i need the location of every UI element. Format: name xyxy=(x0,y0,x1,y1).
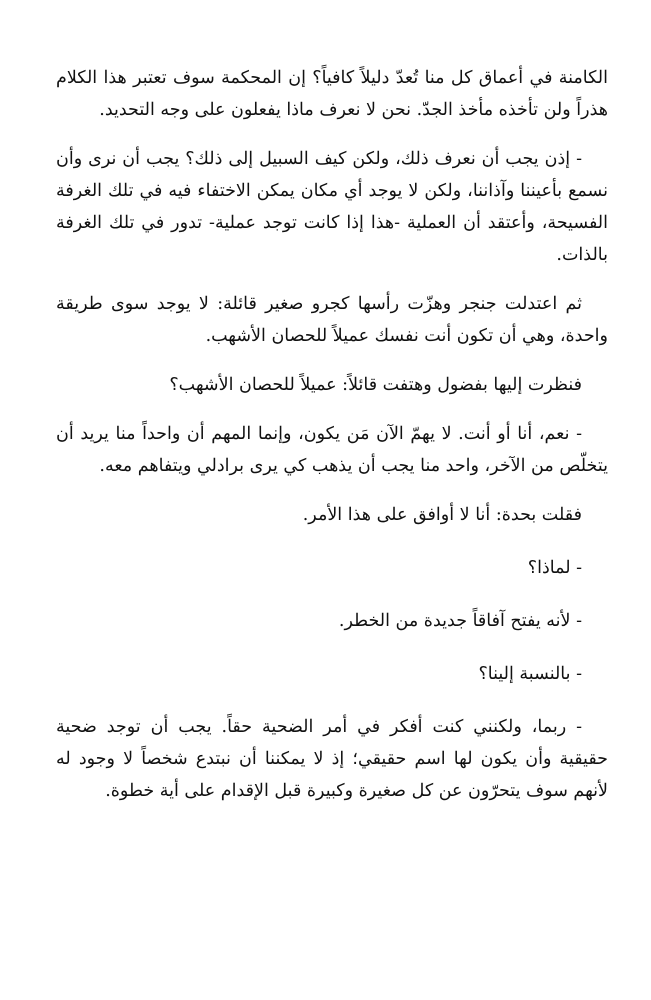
paragraph-10: - ربما، ولكنني كنت أفكر في أمر الضحية حقاً. يجب أن توجد ضحية حقيقية وأن يكون لها اسم حقيقي؛ إذ لا يمكننا أن نبتدع شخصاً لا وجود له لأنهم سوف يتحرّون عن كل صغيرة وكبيرة قبل الإقدام على أية خطوة. xyxy=(56,717,608,801)
paragraph-2: - إذن يجب أن نعرف ذلك، ولكن كيف السبيل إلى ذلك؟ يجب أن نرى وأن نسمع بأعيننا وآذاننا، ولكن لا يوجد أي مكان يمكن الاختفاء فيه في تلك الغرفة الفسيحة، وأعتقد أن العملية -هذا إذا كانت توجد عملية- تدور في تلك الغرفة بالذات. xyxy=(56,149,608,265)
paragraph-5: - نعم، أنا أو أنت. لا يهمّ الآن مَن يكون، وإنما المهم أن واحداً منا يريد أن يتخلّص من الآخر، واحد منا يجب أن يذهب كي يرى برادلي ويتفاهم معه. xyxy=(56,424,608,476)
paragraph-3: ثم اعتدلت جنجر وهزّت رأسها كجرو صغير قائلة: لا يوجد سوى طريقة واحدة، وهي أن تكون أنت نفسك عميلاً للحصان الأشهب. xyxy=(56,294,608,346)
paragraph-9: - بالنسبة إلينا؟ xyxy=(478,664,582,684)
paragraph-4: فنظرت إليها بفضول وهتفت قائلاً: عميلاً للحصان الأشهب؟ xyxy=(169,375,582,395)
paragraph-7: - لماذا؟ xyxy=(527,558,582,578)
paragraph-8: - لأنه يفتح آفاقاً جديدة من الخطر. xyxy=(338,611,582,631)
paragraph-1: الكامنة في أعماق كل منا تُعدّ دليلاً كافياً؟ إن المحكمة سوف تعتبر هذا الكلام هذراً ولن تأخذه مأخذ الجدّ. نحن لا نعرف ماذا يفعلون على وجه التحديد. xyxy=(56,68,608,120)
book-page xyxy=(56,62,608,824)
paragraph-6: فقلت بحدة: أنا لا أوافق على هذا الأمر. xyxy=(302,505,582,525)
